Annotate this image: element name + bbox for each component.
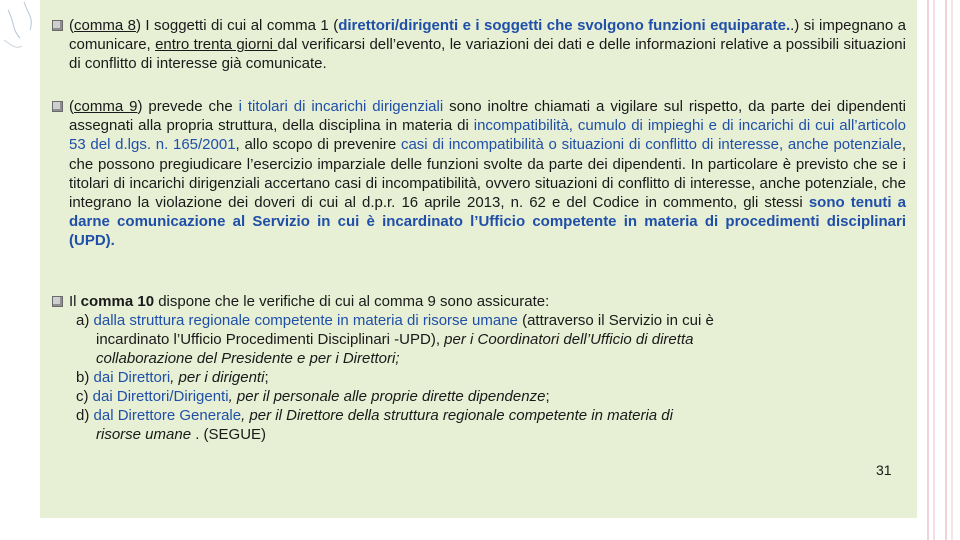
comma-10-intro: Il comma 10 dispone che le verifiche di cui al comma 9 sono assicurate: bbox=[69, 293, 550, 310]
sub-item-a: a) dalla struttura regionale competente in materia di risorse umane (attraverso il Servizio in cui è bbox=[76, 312, 714, 329]
sub-item-c: c) dai Direttori/Dirigenti, per il personale alle proprie dirette dipendenze; bbox=[76, 388, 550, 405]
sub-item-d: d) dal Direttore Generale, per il Direttore della struttura regionale competente in materia di bbox=[76, 407, 673, 424]
square-bullet-icon bbox=[52, 101, 63, 112]
sub-item-b: b) dai Direttori, per i dirigenti; bbox=[76, 369, 269, 386]
square-bullet-icon bbox=[52, 296, 63, 307]
page-number: 31 bbox=[876, 462, 892, 478]
right-decorative-stripes bbox=[920, 0, 960, 540]
square-bullet-icon bbox=[52, 20, 63, 31]
paragraph-comma-9: (comma 9) prevede che i titolari di incarichi dirigenziali sono inoltre chiamati a vigilare sul rispetto, da parte dei dipendenti assegnati alla propria struttura, della disciplina in materia di incompatibilità, cumulo di impieghi e di incarichi di cui all’articolo 53 del d.lgs. n. 165/2001, allo scopo di prevenire casi di incompatibilità o situazioni di conflitto di interesse, anche potenziale, che possono pregiudicare l’esercizio imparziale delle funzioni svolte da parte dei dipendenti. In particolare è previsto che se i titolari di incarichi dirigenziali accertano casi di incompatibilità, ovvero situazioni di conflitto di interesse, anche potenziale, che integrano la violazione dei doveri di cui al d.p.r. 16 aprile 2013, n. 62 e del Codice in commento, gli stessi sono tenuti a darne comunicazione al Servizio in cui è incardinato l’Ufficio competente in materia di procedimenti disciplinari (UPD). bbox=[69, 98, 907, 250]
sub-item-a-cont2: collaborazione del Presidente e per i Direttori; bbox=[96, 350, 400, 367]
sub-item-a-cont: incardinato l’Ufficio Procedimenti Disciplinari -UPD), per i Coordinatori dell’Ufficio di diretta bbox=[96, 331, 694, 348]
paragraph-comma-8: (comma 8) I soggetti di cui al comma 1 (direttori/dirigenti e i soggetti che svolgono funzioni equiparate..) si impegnano a comunicare, entro trenta giorni dal verificarsi dell’evento, le variazioni dei dati e delle informazioni relative a possibili situazioni di conflitto di interesse già comunicate. bbox=[69, 17, 906, 73]
left-decorative-branches bbox=[0, 0, 40, 540]
sub-item-d-cont: risorse umane . (SEGUE) bbox=[96, 426, 267, 443]
